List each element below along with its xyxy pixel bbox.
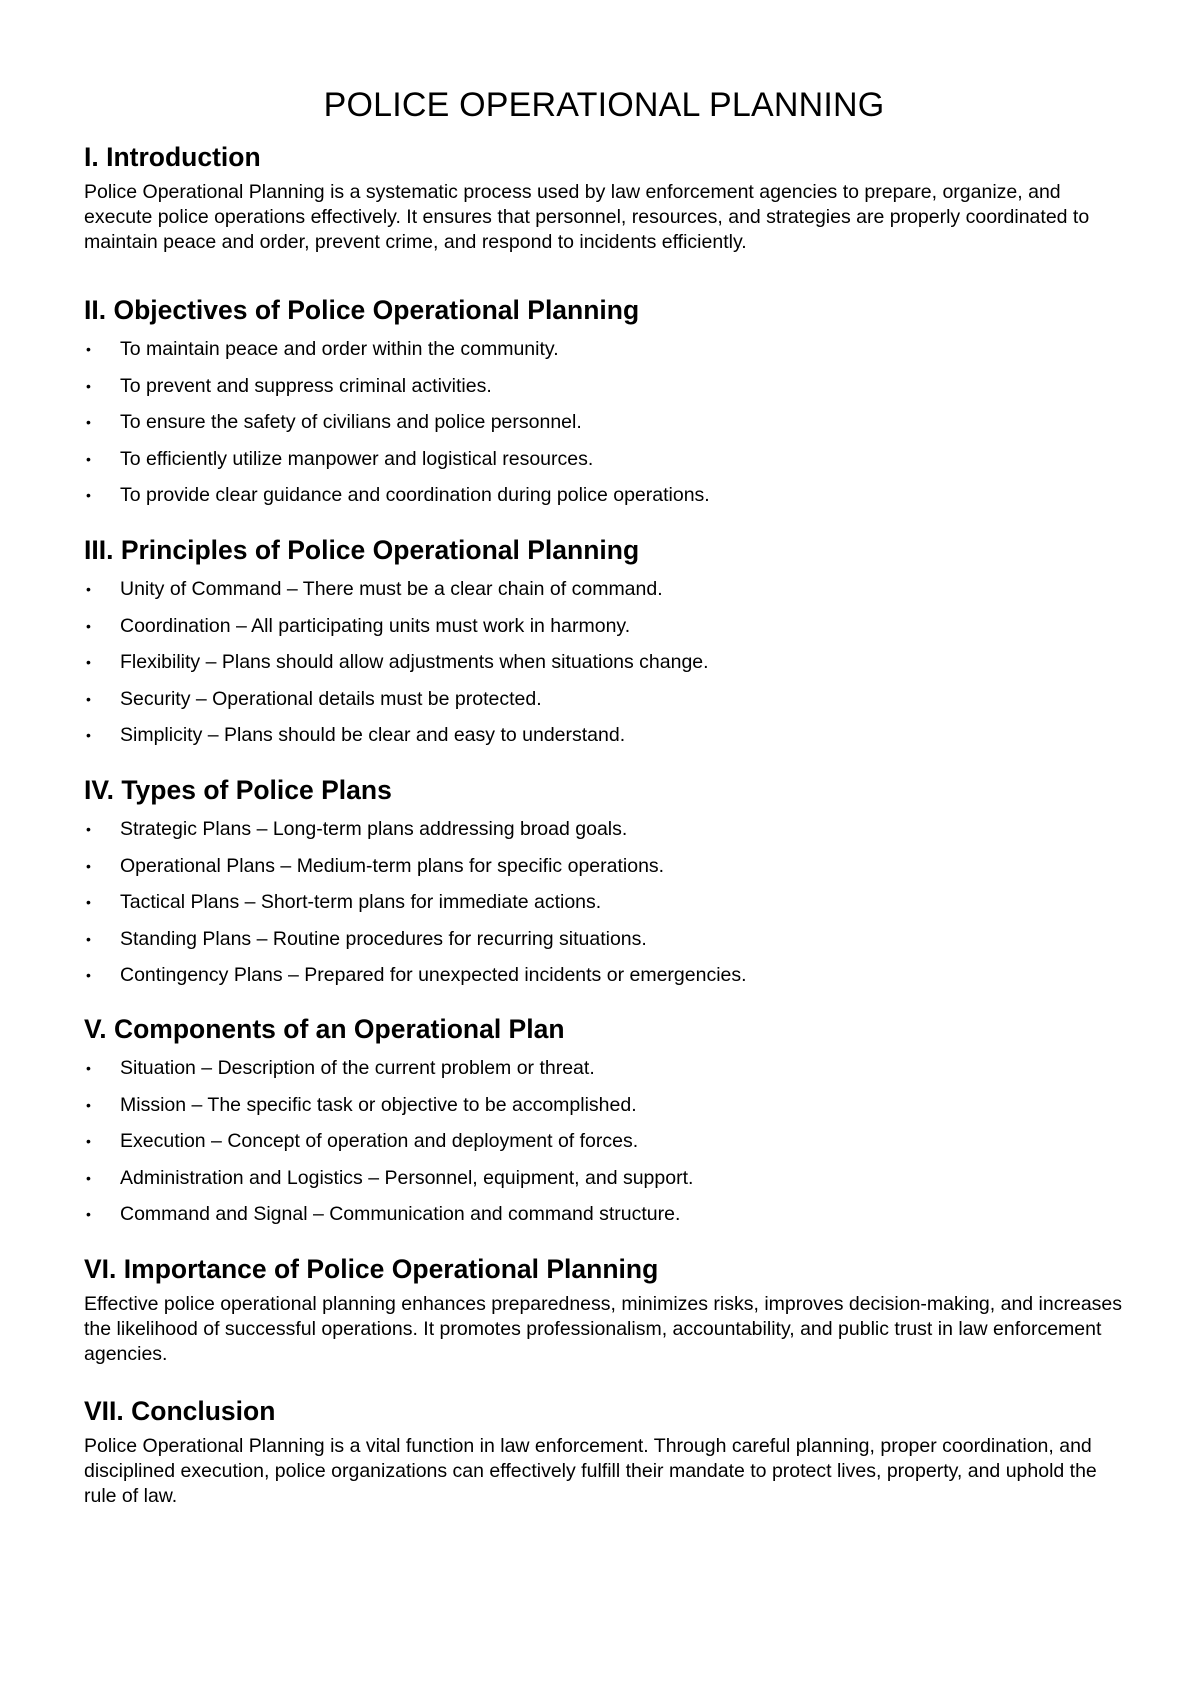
list-item (84, 1123, 1124, 1160)
section-importance (84, 1252, 1124, 1367)
list-item (84, 644, 1124, 681)
list-item-text: Simplicity – Plans should be clear and easy to understand. (120, 724, 626, 746)
list-item (84, 404, 1124, 441)
list-item (84, 441, 1124, 478)
list-item-text: Command and Signal – Communication and command structure. (120, 1203, 681, 1225)
list-item-text: Strategic Plans – Long-term plans addressing broad goals. (120, 818, 628, 840)
bullet-icon: • (86, 341, 91, 357)
list-item-text: Coordination – All participating units must work in harmony. (120, 614, 631, 637)
list-item-text: Situation – Description of the current problem or threat. (120, 1057, 595, 1079)
list-item-text: Standing Plans – Routine procedures for recurring situations. (120, 927, 647, 950)
list-item (84, 848, 1124, 885)
section-objectives (84, 293, 1124, 514)
list-item-text: Execution – Concept of operation and deployment of forces. (120, 1130, 639, 1152)
section-heading: III. Principles of Police Operational Planning (84, 535, 640, 565)
bullet-icon: • (86, 821, 91, 837)
list-item-text: To maintain peace and order within the community. (120, 338, 559, 360)
list-item-text: To prevent and suppress criminal activities. (120, 374, 492, 397)
list-item-text: Contingency Plans – Prepared for unexpected incidents or emergencies. (120, 964, 747, 986)
bullet-icon: • (86, 857, 91, 874)
list-item-text: To provide clear guidance and coordination during police operations. (120, 484, 710, 506)
bullet-list (84, 331, 1124, 514)
list-item-text: Unity of Command – There must be a clear chain of command. (120, 578, 663, 600)
bullet-icon: • (86, 894, 91, 910)
list-item (84, 957, 1124, 994)
list-item-text: To efficiently utilize manpower and logistical resources. (120, 447, 594, 470)
list-item-text: Flexibility – Plans should allow adjustments when situations change. (120, 651, 709, 673)
list-item (84, 608, 1124, 645)
bullet-icon: • (86, 1133, 91, 1149)
section-introduction (84, 140, 1124, 255)
list-item-text: Tactical Plans – Short-term plans for immediate actions. (120, 891, 602, 913)
list-item (84, 681, 1124, 718)
bullet-list (84, 811, 1124, 994)
section-heading: IV. Types of Police Plans (84, 775, 392, 805)
list-item (84, 1087, 1124, 1124)
bullet-list (84, 1050, 1124, 1233)
list-item (84, 1196, 1124, 1233)
list-item (84, 368, 1124, 405)
section-heading: I. Introduction (84, 142, 261, 172)
list-item-text: Mission – The specific task or objective to be accomplished. (120, 1093, 637, 1116)
bullet-icon: • (86, 690, 91, 707)
list-item-text: To ensure the safety of civilians and police personnel. (120, 411, 582, 433)
bullet-icon: • (86, 617, 91, 634)
bullet-icon: • (86, 727, 91, 743)
list-item (84, 331, 1124, 368)
bullet-icon: • (86, 1169, 91, 1186)
bullet-icon: • (86, 581, 91, 597)
list-item (84, 571, 1124, 608)
bullet-icon: • (86, 967, 91, 983)
list-item (84, 921, 1124, 958)
list-item (84, 1160, 1124, 1197)
bullet-icon: • (86, 487, 91, 503)
bullet-icon: • (86, 654, 91, 670)
list-item (84, 477, 1124, 514)
list-item-text: Operational Plans – Medium-term plans for specific operations. (120, 854, 665, 877)
bullet-icon: • (86, 414, 91, 430)
section-types (84, 773, 1124, 994)
section-heading: VI. Importance of Police Operational Planning (84, 1254, 659, 1284)
list-item-text: Security – Operational details must be protected. (120, 687, 542, 710)
section-paragraph: Effective police operational planning enhances preparedness, minimizes risks, improves decision-making, and increases the likelihood of successful operations. It promotes professionalism, accountability, and public trust in law enforcement agencies. (84, 1293, 1123, 1365)
bullet-icon: • (86, 1096, 91, 1113)
bullet-icon: • (86, 377, 91, 394)
list-item-text: Administration and Logistics – Personnel, equipment, and support. (120, 1166, 694, 1189)
bullet-list (84, 571, 1124, 754)
list-item (84, 1050, 1124, 1087)
bullet-icon: • (86, 1206, 91, 1222)
section-heading: VII. Conclusion (84, 1396, 276, 1426)
section-heading: II. Objectives of Police Operational Planning (84, 295, 640, 325)
list-item (84, 811, 1124, 848)
bullet-icon: • (86, 930, 91, 947)
document-title: POLICE OPERATIONAL PLANNING (323, 86, 885, 124)
section-conclusion (84, 1394, 1124, 1509)
list-item (84, 884, 1124, 921)
section-components (84, 1012, 1124, 1233)
bullet-icon: • (86, 450, 91, 467)
section-principles (84, 533, 1124, 754)
section-heading: V. Components of an Operational Plan (84, 1014, 565, 1044)
bullet-icon: • (86, 1060, 91, 1076)
section-paragraph: Police Operational Planning is a vital function in law enforcement. Through careful planning, proper coordination, and disciplined execution, police organizations can effectively fulfill their mandate to protect lives, property, and uphold the rule of law. (84, 1435, 1097, 1507)
list-item (84, 717, 1124, 754)
section-paragraph: Police Operational Planning is a systematic process used by law enforcement agencies to prepare, organize, and execute police operations effectively. It ensures that personnel, resources, and strategies are properly coordinated to maintain peace and order, prevent crime, and respond to incidents efficiently. (84, 181, 1090, 253)
